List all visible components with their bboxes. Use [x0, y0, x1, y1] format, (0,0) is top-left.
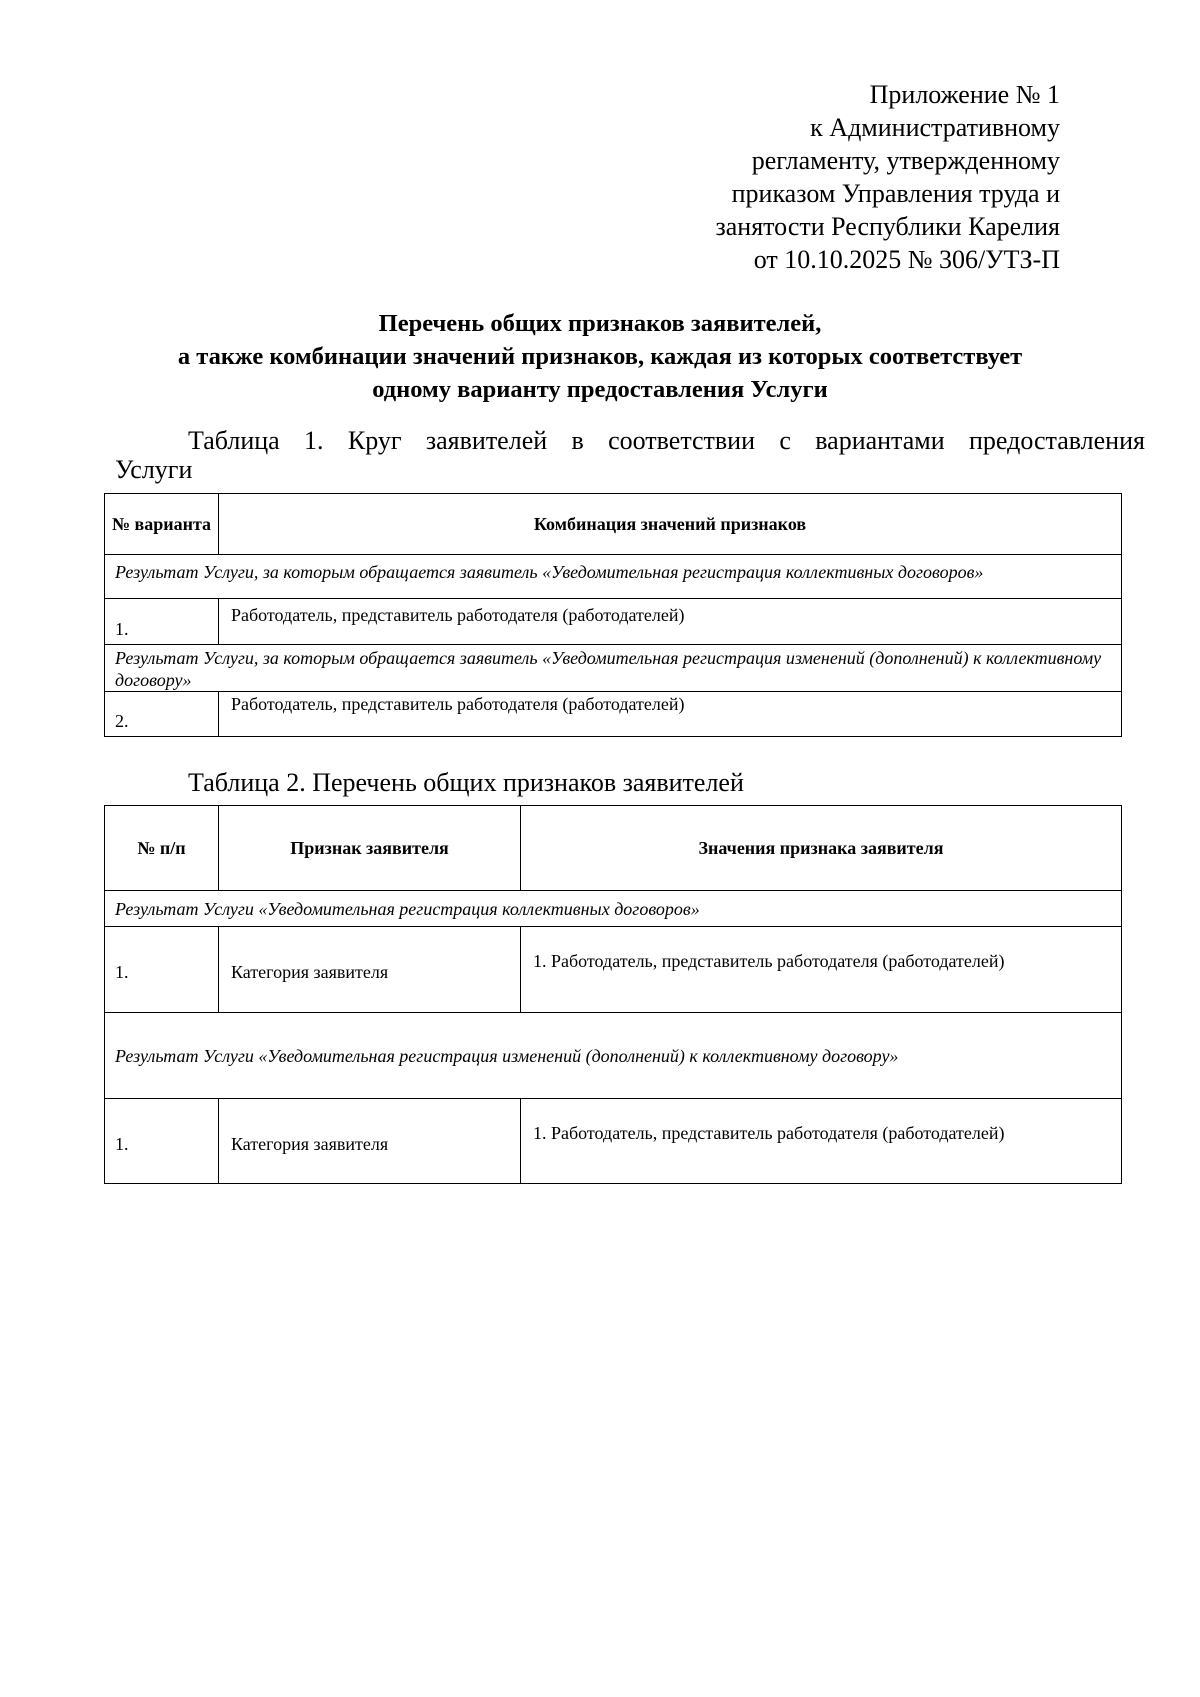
title-line: Перечень общих признаков заявителей, — [378, 310, 822, 337]
caption-word: 1. — [304, 426, 324, 455]
attribute-name: Категория заявителя — [219, 927, 521, 1013]
caption-word: Круг — [347, 426, 402, 455]
title-line: а также комбинации значений признаков, каждая из которых соответствует — [177, 343, 1023, 370]
attribute-value: 1. Работодатель, представитель работодателя (работодателей) — [521, 1099, 1122, 1184]
caption-word: вариантами — [815, 426, 945, 455]
attribute-name: Категория заявителя — [219, 1099, 521, 1184]
table1-caption-line2: Услуги — [115, 455, 193, 484]
item-number: 1. — [105, 1099, 219, 1184]
table-header-row — [105, 806, 1122, 891]
section-row — [105, 1013, 1122, 1099]
appendix-line: приказом Управления труда и — [731, 179, 1060, 208]
attribute-value: 1. Работодатель, представитель работодателя (работодателей) — [521, 927, 1122, 1013]
appendix-line: к Административному — [810, 113, 1060, 142]
appendix-line: регламенту, утвержденному — [751, 146, 1060, 175]
section-title: Результат Услуги, за которым обращается заявитель «Уведомительная регистрация коллективных договоров» — [105, 555, 1122, 599]
combination-value: Работодатель, представитель работодателя (работодателей) — [219, 692, 1122, 737]
caption-word: заявителей — [425, 426, 548, 455]
section-title: Результат Услуги, за которым обращается заявитель «Уведомительная регистрация изменений (дополнений) к коллективному договору» — [105, 645, 1122, 692]
appendix-header — [580, 78, 1060, 276]
item-number: 1. — [105, 927, 219, 1013]
header-variant-number: № варианта — [105, 494, 219, 555]
section-row — [105, 555, 1122, 599]
title-line: одному варианту предоставления Услуги — [372, 376, 828, 403]
table-applicant-attributes — [104, 805, 1122, 1184]
section-row — [105, 645, 1122, 692]
caption-word: в — [571, 426, 584, 455]
table2-caption: Таблица 2. Перечень общих признаков заявителей — [188, 768, 744, 797]
section-title: Результат Услуги «Уведомительная регистрация коллективных договоров» — [105, 891, 1122, 927]
appendix-line: занятости Республики Карелия — [715, 212, 1060, 241]
caption-word: Таблица — [188, 426, 280, 455]
section-row — [105, 891, 1122, 927]
table-applicant-variants — [104, 493, 1122, 737]
caption-word: с — [779, 426, 791, 455]
header-item-number: № п/п — [105, 806, 219, 891]
variant-number: 1. — [105, 599, 219, 645]
combination-value: Работодатель, представитель работодателя (работодателей) — [219, 599, 1122, 645]
appendix-line: от 10.10.2025 № 306/УТЗ-П — [753, 245, 1060, 274]
table-row — [105, 692, 1122, 737]
table-row — [105, 1099, 1122, 1184]
header-attribute: Признак заявителя — [219, 806, 521, 891]
header-combination: Комбинация значений признаков — [219, 494, 1122, 555]
table1-caption-line1 — [115, 426, 1145, 455]
appendix-line: Приложение № 1 — [869, 80, 1060, 109]
table-row — [105, 927, 1122, 1013]
header-attribute-values: Значения признака заявителя — [521, 806, 1122, 891]
variant-number: 2. — [105, 692, 219, 737]
caption-word: предоставления — [968, 426, 1145, 455]
section-title: Результат Услуги «Уведомительная регистрация изменений (дополнений) к коллективному договору» — [105, 1013, 1122, 1099]
document-title — [100, 307, 1100, 406]
table-row — [105, 599, 1122, 645]
table-header-row — [105, 494, 1122, 555]
caption-word: соответствии — [608, 426, 756, 455]
table1-caption — [115, 426, 1145, 484]
